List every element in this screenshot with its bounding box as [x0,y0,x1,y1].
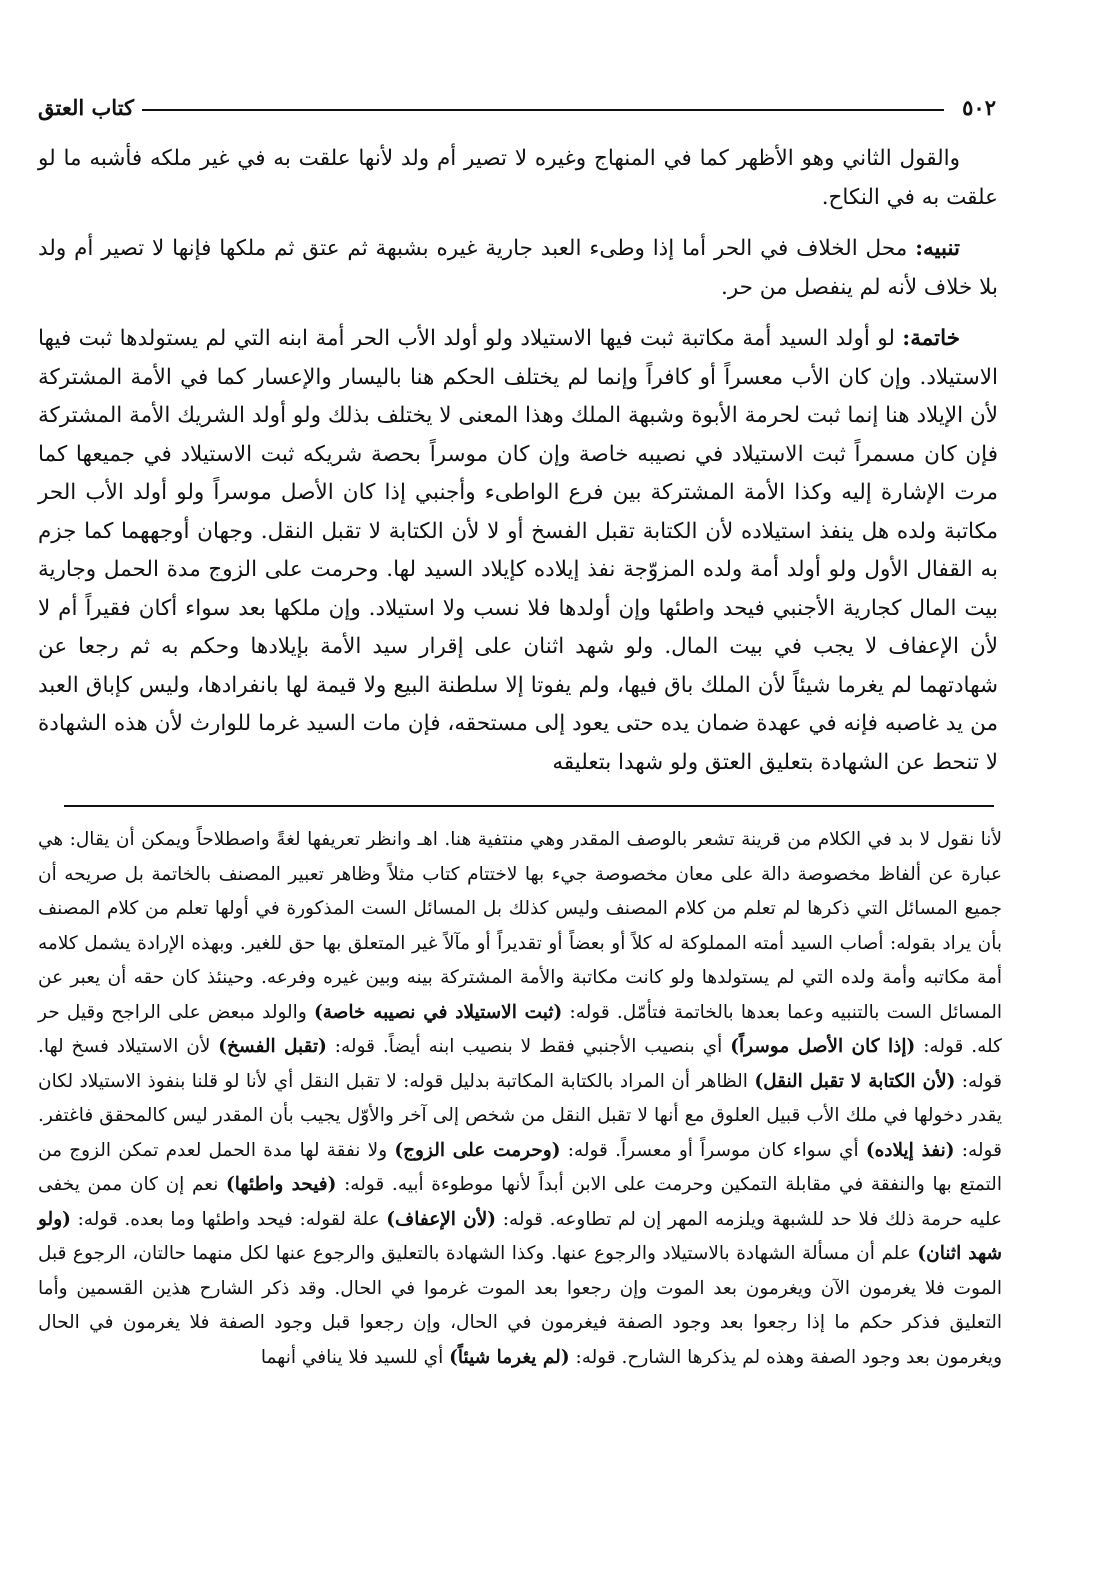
footnote-segment: أي للسيد فلا ينافي أنهما [260,1346,444,1368]
paragraph-note [38,230,998,307]
book-title: كتاب العتق [38,95,135,120]
footnote-segment: لأن الاستيلاد فسخ لها. قوله: [38,1036,1002,1092]
footnote-segment: ولا نفقة لها مدة الحمل لعدم تمكن الزوج من التمتع بها والنفقة في مقابلة التمكين وحرمت على الابن أبداً لأنها موطوءة أبيه. قوله: [38,1139,1002,1195]
footnote-segment: لأنا نقول لا بد في الكلام من قرينة تشعر بالوصف المقدر وهي منتفية هنا. اهـ وانظر تعريفها لغةً واصطلاحاً ويمكن أن يقال: هي عبارة عن ألفاظ مخصوصة دالة على معان مخصوصة جيء بها لاختتام كتاب مثلاً وظاهر تعبير المصنف بالخاتمة بل صريحه أن جميع المسائل التي ذكرها لم تعلم من كلام المصنف وليس كذلك بل المسائل الست المذكورة في أولها تعلم من كلام المصنف بأن يراد بقوله: أصاب السيد أمته المملوكة له كلاً أو بعضاً أو تقديراً أو مآلاً غير المتعلق بها حق للغير. وبهذه الإرادة يشمل كلامه أمة مكاتبه وأمة ولده التي لم يستولدها ولو كانت مكاتبة والأمة المشتركة بينه وبين غيره وفرعه. وحينئذ كان حقه أن يعبر عن المسائل الست بالتنبيه وعما بعدها بالخاتمة فتأمّل. قوله: [38,829,1003,1023]
footnote-quote: (لأن الكتابة لا تقبل النقل) [754,1070,956,1092]
footnote-quote: (وحرمت على الزوج) [394,1139,561,1161]
footnote-quote: (لأن الإعفاف) [386,1208,497,1230]
page-number: ٥٠٢ [962,95,996,120]
footnote-quote: (تقبل الفسخ) [218,1036,327,1057]
footnote-segment: أي بنصيب الأجنبي فقط لا بنصيب ابنه أيضاً. قوله: [334,1036,723,1057]
paragraph-second-opinion: والقول الثاني وهو الأظهر كما في المنهاج وغيره لا تصير أم ولد لأنها علقت به في غير ملكه فأشبه ما لو علقت به في النكاح. [38,146,998,210]
footnote-separator [64,805,994,807]
footnote-segment: علة لقوله: فيحد واطئها وما بعده. قوله: [77,1208,380,1230]
footnote-quote: (فيحد واطئها) [226,1174,337,1195]
footnote-segment: علم أن مسألة الشهادة بالاستيلاد والرجوع عنها. وكذا الشهادة بالتعليق والرجوع عنها لكل منهما حالتان، الرجوع قبل الموت فلا يغرمون الآن ويغرمون بعد الموت وإن رجعوا بعد الموت غرموا في الحال. وقد ذكر الشارح هذين القسمين وأما التعليق فذكر حكم ما إذا رجعوا بعد وجود الصفة فيغرمون في الحال، وإن رجعوا قبل وجود الصفة فلا يغرمون في الحال ويغرمون بعد وجود الصفة وهذه لم يذكرها الشارح. قوله: [38,1243,1002,1368]
note-text: محل الخلاف في الحر أما إذا وطىء العبد جارية غيره بشبهة ثم عتق ثم ملكها فإنها لا تصير أم ولد بلا خلاف لأنه لم ينفصل من حر. [38,236,998,300]
note-label: تنبيه: [915,236,960,261]
main-text [38,140,998,782]
footnote-segment: الظاهر أن المراد بالكتابة المكاتبة بدليل قوله: لا تقبل النقل أي لأنا لو قلنا بنفوذ الاستيلاد لكان يقدر دخولها في ملك الأب قبيل العلوق مع أنها لا تقبل النقل من شخص إلى آخر والأوّل يجيب بأن المقدر ليس كالمحقق فاغتفر. قوله: [38,1070,1002,1161]
footnote-segment: والولد مبعض على الراجح وقيل حر كله. قوله: [38,1001,1002,1057]
footnote-quote: (ولو شهد اثنان) [38,1208,1002,1264]
footnote-quote: (نفذ إيلاده) [865,1139,955,1161]
footnote-quote: (لم يغرما شيئاً) [449,1346,570,1368]
footnote-paragraph [38,823,1002,1375]
footnote-segment: نعم إن كان ممن يخفى عليه حرمة ذلك فلا حد للشبهة ويلزمه المهر إن لم تطاوعه. قوله: [38,1174,1002,1230]
footnote-quote: (ثبت الاستيلاد في نصيبه خاصة) [313,1001,563,1023]
footnote-segment: أي سواء كان موسراً أو معسراً. قوله: [567,1139,859,1161]
header-rule [142,109,944,111]
footnote-commentary [38,823,1002,1375]
footnote-quote: (إذا كان الأصل موسراً) [730,1036,916,1057]
conclusion-text: لو أولد السيد أمة مكاتبة ثبت فيها الاستيلاد ولو أولد الأب الحر أمة ابنه التي لم يستولدها ثبت فيها الاستيلاد. وإن كان الأب معسراً أو كافراً وإنما لم يختلف الحكم هنا باليسار والإعسار كما في الأمة المشتركة لأن الإيلاد هنا إنما ثبت لحرمة الأبوة وشبهة الملك وهذا المعنى لا يختلف بذلك ولو أولد الشريك الأمة المشتركة فإن كان مسمراً ثبت الاستيلاد في نصيبه خاصة وإن كان موسراً بحصة شريكه ثبت الاستيلاد في جميعها كما مرت الإشارة إليه وكذا الأمة المشتركة بين فرع الواطىء وأجنبي إذا كان الأصل موسراً ولو أولد الأب الحر مكاتبة ولده هل ينفذ استيلاده لأن الكتابة تقبل الفسخ أو لا لأن الكتابة لا تقبل النقل. وجهان أوجههما كما جزم به القفال الأول ولو أولد أمة ولده المزوّجة نفذ إيلاده كإيلاد السيد لها. وحرمت على الزوج مدة الحمل وجارية بيت المال كجارية الأجنبي فيحد واطئها وإن أولدها فلا نسب ولا استيلاد. وإن ملكها بعد سواء أكان فقيراً أم لا لأن الإعفاف لا يجب في بيت المال. ولو شهد اثنان على إقرار سيد الأمة بإيلادها وحكم به ثم رجعا عن شهادتهما لم يغرما شيئاً لأن الملك باق فيها، ولم يفوتا إلا سلطنة البيع ولا قيمة لها بانفرادها، وليس كإباق العبد من يد غاصبه فإنه في عهدة ضمان يده حتى يعود إلى مستحقه، فإن مات السيد غرما للوارث لأن هذه الشهادة لا تنحط عن الشهادة بتعليق العتق ولو شهدا بتعليقه [38,326,998,775]
paragraph-conclusion [38,320,998,782]
running-header [38,86,996,120]
conclusion-label: خاتمة: [902,326,960,351]
